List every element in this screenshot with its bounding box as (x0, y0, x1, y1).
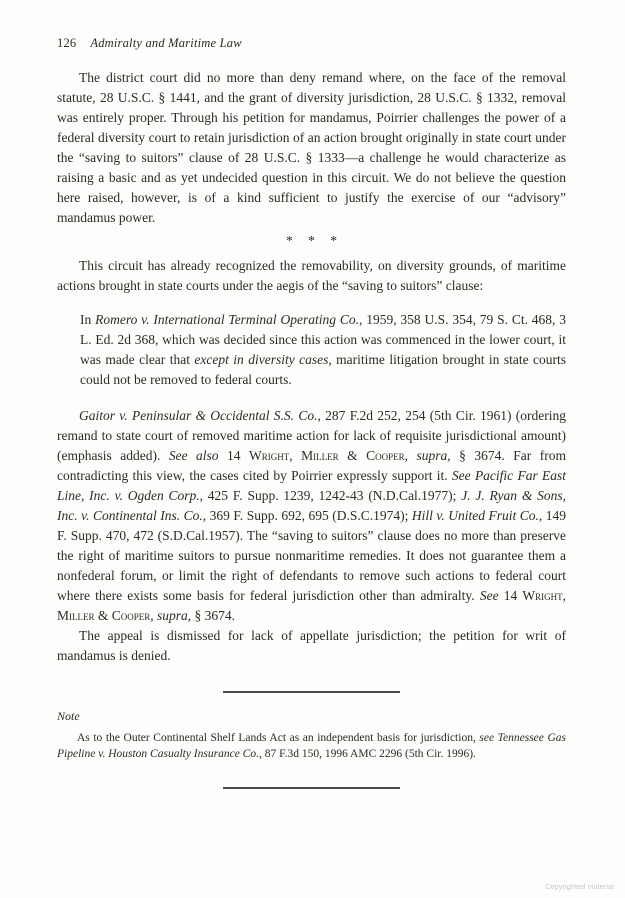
note-paragraph: As to the Outer Continental Shelf Lands Act as an independent basis for jurisdiction, see Tennessee Gas Pipeline v. Houston Casualty Insurance Co., 87 F.3d 150, 1996 AMC 2296 (5th Cir. 1996). (57, 732, 567, 760)
separator-rule (223, 787, 400, 789)
body-paragraph: This circuit has already recognized the removability, on diversity grounds, of maritime actions brought in state courts under the aegis of the “saving to suitors” clause: (57, 258, 566, 293)
running-head (57, 36, 566, 51)
section-break-stars: * * * (286, 233, 343, 248)
note-heading: Note (57, 709, 80, 723)
body-paragraph: The district court did no more than deny remand where, on the face of the removal statute, 28 U.S.C. § 1441, and the grant of diversity jurisdiction, 28 U.S.C. § 1332, removal was entirely proper. Through his petition for mandamus, Poirrier challenges the power of a federal diversity court to retain jurisdiction of an action brought originally in state court under the “saving to suitors” clause of 28 U.S.C. § 1333—a challenge he would characterize as raising a basic and as yet undecided question in this circuit. We do not believe the question here raised, however, is of a kind sufficient to justify the exercise of our “advisory” mandamus power. (57, 70, 566, 225)
page-body (57, 68, 566, 789)
book-title: Admiralty and Maritime Law (90, 36, 242, 50)
body-paragraph: The appeal is dismissed for lack of appellate jurisdiction; the petition for writ of mandamus is denied. (57, 628, 566, 663)
page-number: 126 (57, 36, 77, 50)
body-paragraph: Gaitor v. Peninsular & Occidental S.S. Co., 287 F.2d 252, 254 (5th Cir. 1961) (ordering remand to state court of removed maritime action for lack of requisite jurisdictional amount) (emphasis added). See also 14 Wright, Miller & Cooper, supra, § 3674. Far from contradicting this view, the cases cited by Poirrier expressly support it. See Pacific Far East Line, Inc. v. Ogden Corp., 425 F. Supp. 1239, 1242-43 (N.D.Cal.1977); J. J. Ryan & Sons, Inc. v. Continental Ins. Co., 369 F. Supp. 692, 695 (D.S.C.1974); Hill v. United Fruit Co., 149 F. Supp. 470, 472 (S.D.Cal.1957). The “saving to suitors” clause does no more than preserve the right of maritime suitors to pursue nonmaritime remedies. It does not guarantee them a nonfederal forum, or limit the right of defendants to remove such actions to federal court where there exists some basis for federal jurisdiction other than admiralty. See 14 Wright, Miller & Cooper, supra, § 3674. (57, 408, 567, 623)
block-quote: In Romero v. International Terminal Operating Co., 1959, 358 U.S. 354, 79 S. Ct. 468, 3 L. Ed. 2d 368, which was decided since this action was commenced in the lower court, it was made clear that except in diversity cases, maritime litigation brought in state courts could not be removed to federal courts. (80, 312, 566, 387)
separator-rule (223, 691, 400, 693)
copyright-watermark: Copyrighted material (545, 884, 614, 891)
